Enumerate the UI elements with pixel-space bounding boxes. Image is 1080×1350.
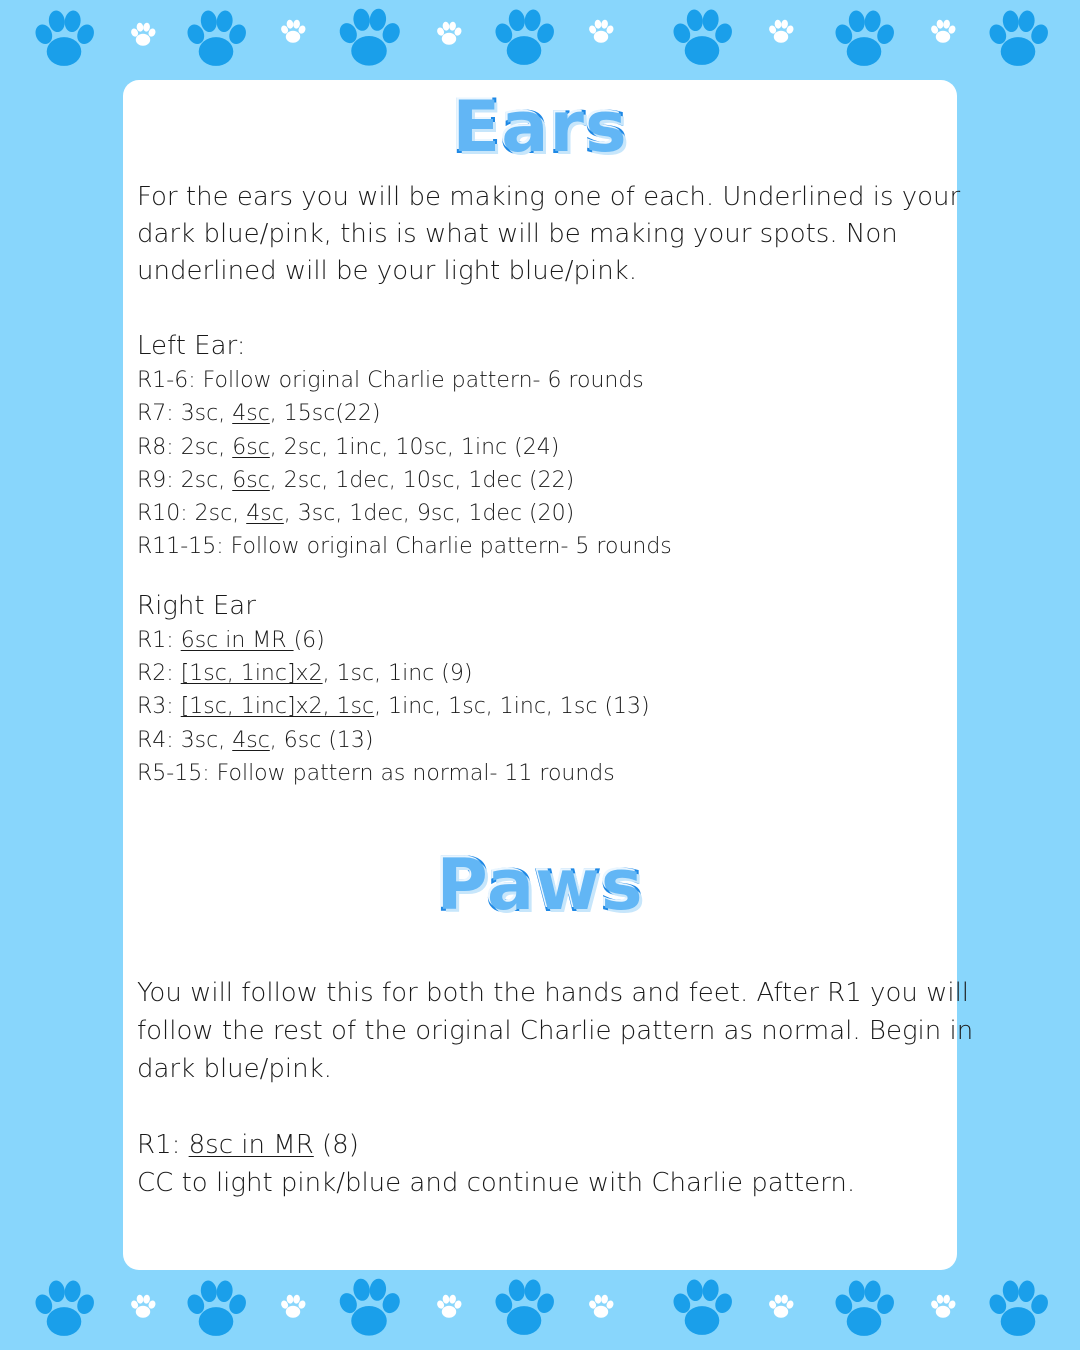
ears-intro-line-3: underlined will be your light blue/pink. <box>137 256 638 286</box>
blue-paw-icon <box>828 1274 900 1346</box>
right-ear-row: R4: 3sc, 4sc, 6sc (13) <box>137 728 374 753</box>
blue-paw-icon <box>828 4 900 76</box>
paws-intro-line-2: follow the rest of the original Charlie pattern as normal. Begin in <box>137 1016 974 1046</box>
white-paw-icon <box>128 20 158 50</box>
white-paw-icon <box>766 1292 796 1322</box>
left-ear-row: R9: 2sc, 6sc, 2sc, 1dec, 10sc, 1dec (22) <box>137 468 575 493</box>
blue-paw-icon <box>180 1274 252 1346</box>
top-paw-border <box>0 0 1080 80</box>
right-ear-row: R3: [1sc, 1inc]x2, 1sc, 1inc, 1sc, 1inc, 1sc (13) <box>137 694 650 719</box>
left-ear-row: R11-15: Follow original Charlie pattern- 5 rounds <box>137 534 672 559</box>
left-ear-row: R7: 3sc, 4sc, 15sc(22) <box>137 401 381 426</box>
blue-paw-icon <box>982 1274 1054 1346</box>
bottom-paw-border <box>0 1270 1080 1350</box>
left-ear-row: R8: 2sc, 6sc, 2sc, 1inc, 10sc, 1inc (24) <box>137 435 560 460</box>
right-ear-row: R5-15: Follow pattern as normal- 11 rounds <box>137 761 615 786</box>
paws-cc-line: CC to light pink/blue and continue with Charlie pattern. <box>137 1168 856 1198</box>
ears-intro-line-2: dark blue/pink, this is what will be making your spots. Non <box>137 219 898 249</box>
paws-intro-line-1: You will follow this for both the hands and feet. After R1 you will <box>137 978 970 1008</box>
blue-paw-icon <box>666 3 738 75</box>
right-ear-heading: Right Ear <box>137 591 256 621</box>
left-ear-row: R1-6: Follow original Charlie pattern- 6 rounds <box>137 368 644 393</box>
white-paw-icon <box>586 1292 616 1322</box>
white-paw-icon <box>928 17 958 47</box>
right-ear-row: R2: [1sc, 1inc]x2, 1sc, 1inc (9) <box>137 661 473 686</box>
paws-intro-line-3: dark blue/pink. <box>137 1054 332 1084</box>
blue-paw-icon <box>28 1274 100 1346</box>
paws-r1-row: R1: 8sc in MR (8) <box>137 1130 359 1160</box>
blue-paw-icon <box>28 4 100 76</box>
blue-paw-icon <box>982 4 1054 76</box>
blue-paw-icon <box>332 2 406 76</box>
white-paw-icon <box>586 17 616 47</box>
white-paw-icon <box>434 19 464 49</box>
white-paw-icon <box>766 17 796 47</box>
white-paw-icon <box>278 17 308 47</box>
blue-paw-icon <box>180 4 252 76</box>
white-paw-icon <box>928 1292 958 1322</box>
blue-paw-icon <box>666 1273 738 1345</box>
white-paw-icon <box>278 1292 308 1322</box>
paws-title: Paws <box>436 844 644 926</box>
blue-paw-icon <box>332 1272 406 1346</box>
ears-title: Ears <box>452 86 628 168</box>
ears-intro-line-1: For the ears you will be making one of each. Underlined is your <box>137 182 961 212</box>
white-paw-icon <box>434 1292 464 1322</box>
white-paw-icon <box>128 1292 158 1322</box>
right-ear-row: R1: 6sc in MR (6) <box>137 628 325 653</box>
left-ear-heading: Left Ear: <box>137 331 246 361</box>
blue-paw-icon <box>488 3 560 75</box>
blue-paw-icon <box>488 1273 560 1345</box>
left-ear-row: R10: 2sc, 4sc, 3sc, 1dec, 9sc, 1dec (20) <box>137 501 575 526</box>
